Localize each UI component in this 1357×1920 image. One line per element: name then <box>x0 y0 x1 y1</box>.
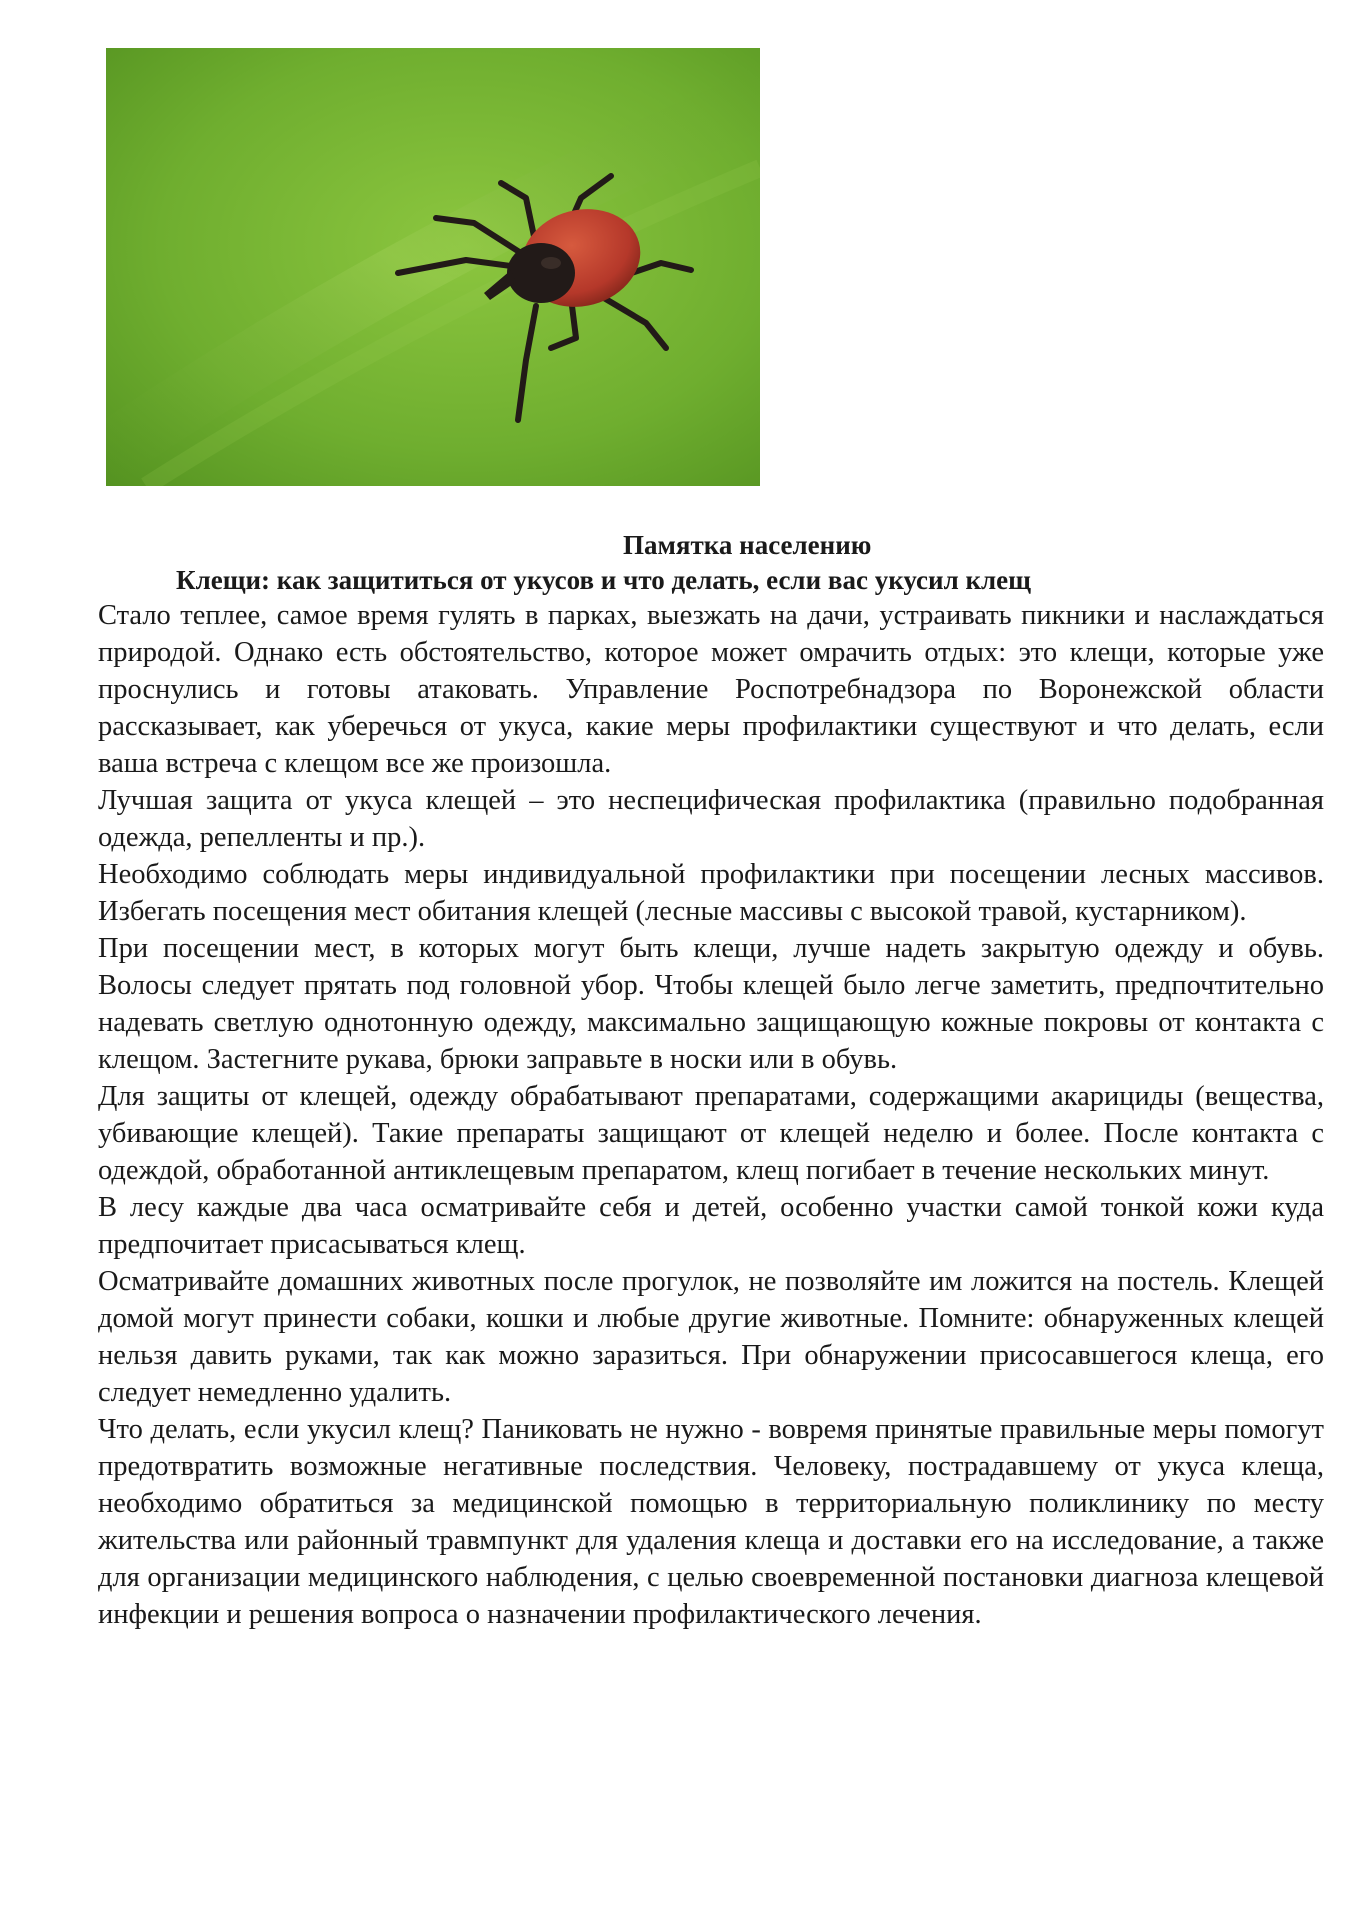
paragraph-individual-prevention: Необходимо соблюдать меры индивидуальной профилактики при посещении лесных массивов. Избегать посещения мест обитания клещей (лесные массивы с высокой травой, кустарником). <box>98 859 1324 927</box>
paragraph-best-protection: Лучшая защита от укуса клещей – это неспецифическая профилактика (правильно подобранная одежда, репелленты и пр.). <box>98 785 1324 853</box>
paragraph-what-to-do: Что делать, если укусил клещ? Паниковать не нужно - вовремя принятые правильные меры помогут предотвратить возможные негативные последствия. Человеку, пострадавшему от укуса клеща, необходимо обратиться за медицинской помощью в территориальную поликлинику по месту жительства или районный травмпункт для удаления клеща и доставки его на исследование, а также для организации медицинского наблюдения, с целью своевременной постановки диагноза клещевой инфекции и решения вопроса о назначении профилактического лечения. <box>98 1414 1324 1630</box>
paragraph-intro: Стало теплее, самое время гулять в парках, выезжать на дачи, устраивать пикники и наслаждаться природой. Однако есть обстоятельство, которое может омрачить отдых: это клещи, которые уже проснулись и готовы атаковать. Управление Роспотребнадзора по Воронежской области рассказывает, как уберечься от укуса, какие меры профилактики существуют и что делать, если ваша встреча с клещом все же произошла. <box>98 600 1324 779</box>
article-body <box>98 597 1324 1633</box>
paragraph-acaricides: Для защиты от клещей, одежду обрабатывают препаратами, содержащими акарициды (вещества, убивающие клещей). Такие препараты защищают от клещей неделю и более. После контакта с одеждой, обработанной антиклещевым препаратом, клещ погибает в течение нескольких минут. <box>98 1081 1324 1186</box>
paragraph-pets: Осматривайте домашних животных после прогулок, не позволяйте им ложится на постель. Клещей домой могут принести собаки, кошки и любые другие животные. Помните: обнаруженных клещей нельзя давить руками, так как можно заразиться. При обнаружении присосавшегося клеща, его следует немедленно удалить. <box>98 1266 1324 1408</box>
page-title: Памятка населению <box>623 530 872 560</box>
tick-photo <box>106 48 760 486</box>
page-subtitle: Клещи: как защититься от укусов и что делать, если вас укусил клещ <box>176 565 1031 595</box>
paragraph-clothing: При посещении мест, в которых могут быть клещи, лучше надеть закрытую одежду и обувь. Волосы следует прятать под головной убор. Чтобы клещей было легче заметить, предпочтительно надевать светлую однотонную одежду, максимально защищающую кожные покровы от контакта с клещом. Застегните рукава, брюки заправьте в носки или в обувь. <box>98 933 1324 1075</box>
tick-illustration <box>106 48 760 486</box>
paragraph-self-check: В лесу каждые два часа осматривайте себя и детей, особенно участки самой тонкой кожи куда предпочитает присасываться клещ. <box>98 1192 1324 1260</box>
